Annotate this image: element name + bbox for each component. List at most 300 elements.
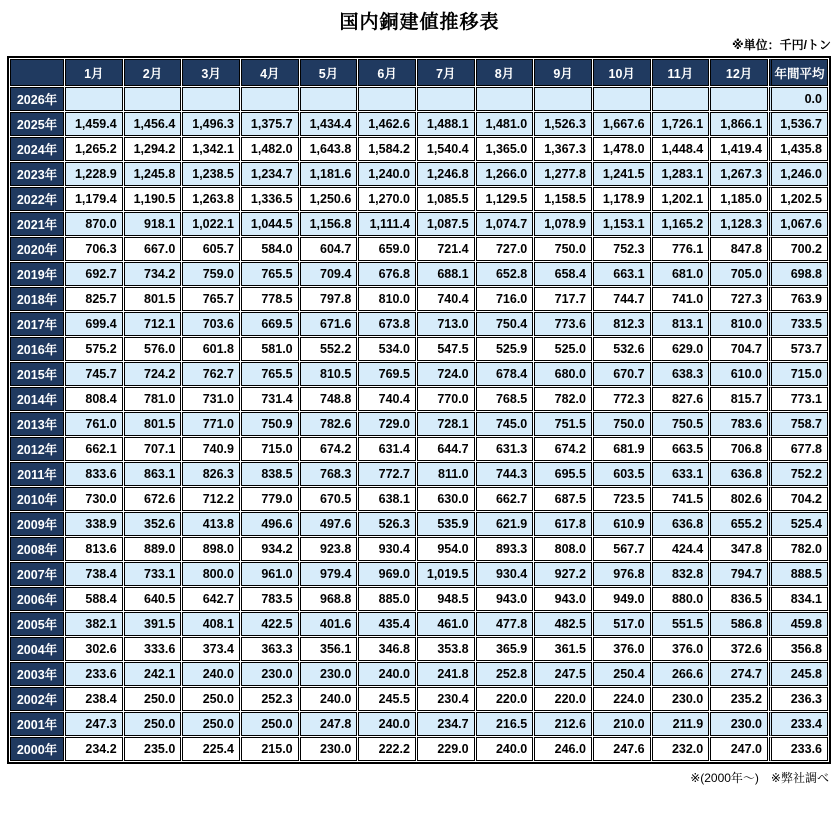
table-row — [10, 387, 828, 411]
year-label: 2016年 — [10, 337, 64, 361]
table-row — [10, 537, 828, 561]
price-cell: 744.7 — [593, 287, 651, 311]
price-cell: 979.4 — [300, 562, 358, 586]
price-cell: 1,540.4 — [417, 137, 475, 161]
price-cell: 740.4 — [417, 287, 475, 311]
year-label: 2024年 — [10, 137, 64, 161]
price-cell: 1,342.1 — [182, 137, 240, 161]
price-cell: 534.0 — [358, 337, 416, 361]
price-cell: 658.4 — [534, 262, 592, 286]
price-cell — [593, 87, 651, 111]
price-cell: 496.6 — [241, 512, 299, 536]
year-label: 2020年 — [10, 237, 64, 261]
annual-average-cell: 245.8 — [769, 662, 828, 686]
price-cell: 617.8 — [534, 512, 592, 536]
price-cell: 1,481.0 — [476, 112, 534, 136]
price-cell: 234.2 — [65, 737, 123, 761]
price-cell: 670.7 — [593, 362, 651, 386]
price-cell: 1,179.4 — [65, 187, 123, 211]
price-cell: 765.5 — [241, 262, 299, 286]
year-label: 2003年 — [10, 662, 64, 686]
year-label: 2007年 — [10, 562, 64, 586]
table-row — [10, 312, 828, 336]
price-cell — [300, 87, 358, 111]
table-row — [10, 662, 828, 686]
price-cell: 703.6 — [182, 312, 240, 336]
price-cell: 216.5 — [476, 712, 534, 736]
price-cell: 652.8 — [476, 262, 534, 286]
price-cell: 638.3 — [652, 362, 710, 386]
price-cell: 1,022.1 — [182, 212, 240, 236]
price-cell: 372.6 — [710, 637, 768, 661]
table-row — [10, 412, 828, 436]
price-cell: 638.1 — [358, 487, 416, 511]
price-cell: 1,478.0 — [593, 137, 651, 161]
price-cell: 1,165.2 — [652, 212, 710, 236]
price-cell — [417, 87, 475, 111]
price-cell — [652, 87, 710, 111]
column-header-month: 9月 — [534, 59, 592, 86]
price-cell: 225.4 — [182, 737, 240, 761]
price-cell: 662.7 — [476, 487, 534, 511]
price-cell: 707.1 — [124, 437, 182, 461]
price-cell: 667.0 — [124, 237, 182, 261]
price-cell: 477.8 — [476, 612, 534, 636]
price-cell: 776.1 — [652, 237, 710, 261]
price-cell: 373.4 — [182, 637, 240, 661]
year-label: 2025年 — [10, 112, 64, 136]
price-cell: 961.0 — [241, 562, 299, 586]
price-cell: 836.5 — [710, 587, 768, 611]
price-cell: 1,234.7 — [241, 162, 299, 186]
column-header-month: 2月 — [124, 59, 182, 86]
price-cell: 229.0 — [417, 737, 475, 761]
price-cell: 927.2 — [534, 562, 592, 586]
price-cell: 1,336.5 — [241, 187, 299, 211]
price-cell — [241, 87, 299, 111]
price-cell: 640.5 — [124, 587, 182, 611]
price-cell: 1,190.5 — [124, 187, 182, 211]
price-cell: 604.7 — [300, 237, 358, 261]
annual-average-cell: 1,246.0 — [769, 162, 828, 186]
price-cell — [358, 87, 416, 111]
price-cell: 401.6 — [300, 612, 358, 636]
price-cell: 695.5 — [534, 462, 592, 486]
price-cell: 779.0 — [241, 487, 299, 511]
column-header-month: 5月 — [300, 59, 358, 86]
year-label: 2012年 — [10, 437, 64, 461]
annual-average-cell: 236.3 — [769, 687, 828, 711]
annual-average-cell: 459.8 — [769, 612, 828, 636]
price-cell: 768.5 — [476, 387, 534, 411]
price-cell: 687.5 — [534, 487, 592, 511]
price-cell: 252.3 — [241, 687, 299, 711]
annual-average-cell: 233.4 — [769, 712, 828, 736]
price-cell: 662.1 — [65, 437, 123, 461]
price-cell: 247.5 — [534, 662, 592, 686]
price-cell: 1,263.8 — [182, 187, 240, 211]
year-label: 2022年 — [10, 187, 64, 211]
price-cell: 1,240.0 — [358, 162, 416, 186]
price-cell: 674.2 — [300, 437, 358, 461]
price-cell: 670.5 — [300, 487, 358, 511]
price-cell: 241.8 — [417, 662, 475, 686]
price-cell: 274.7 — [710, 662, 768, 686]
price-cell: 222.2 — [358, 737, 416, 761]
price-cell: 870.0 — [65, 212, 123, 236]
price-cell: 610.0 — [710, 362, 768, 386]
price-cell: 838.5 — [241, 462, 299, 486]
annual-average-cell: 233.6 — [769, 737, 828, 761]
price-cell: 382.1 — [65, 612, 123, 636]
price-cell: 752.3 — [593, 237, 651, 261]
price-cell: 422.5 — [241, 612, 299, 636]
column-header-month: 12月 — [710, 59, 768, 86]
price-cell: 376.0 — [593, 637, 651, 661]
price-cell: 680.0 — [534, 362, 592, 386]
price-cell: 224.0 — [593, 687, 651, 711]
price-cell: 808.4 — [65, 387, 123, 411]
price-cell: 610.9 — [593, 512, 651, 536]
column-header-month: 6月 — [358, 59, 416, 86]
price-cell: 1,526.3 — [534, 112, 592, 136]
price-cell: 636.8 — [652, 512, 710, 536]
annual-average-cell: 773.1 — [769, 387, 828, 411]
price-cell: 621.9 — [476, 512, 534, 536]
price-cell: 246.0 — [534, 737, 592, 761]
price-cell: 815.7 — [710, 387, 768, 411]
price-cell: 232.0 — [652, 737, 710, 761]
price-cell: 552.2 — [300, 337, 358, 361]
price-cell: 772.7 — [358, 462, 416, 486]
copper-price-table — [7, 56, 831, 764]
annual-average-cell: 704.2 — [769, 487, 828, 511]
price-cell: 547.5 — [417, 337, 475, 361]
price-cell: 778.5 — [241, 287, 299, 311]
price-cell: 605.7 — [182, 237, 240, 261]
price-cell: 408.1 — [182, 612, 240, 636]
price-cell: 230.4 — [417, 687, 475, 711]
table-row — [10, 162, 828, 186]
price-cell: 1,129.5 — [476, 187, 534, 211]
price-cell: 1,044.5 — [241, 212, 299, 236]
price-cell: 1,365.0 — [476, 137, 534, 161]
price-cell: 240.0 — [476, 737, 534, 761]
price-cell: 1,246.8 — [417, 162, 475, 186]
price-cell: 930.4 — [358, 537, 416, 561]
annual-average-cell: 356.8 — [769, 637, 828, 661]
price-cell: 250.0 — [124, 687, 182, 711]
price-cell: 352.6 — [124, 512, 182, 536]
price-cell: 636.8 — [710, 462, 768, 486]
price-cell: 734.2 — [124, 262, 182, 286]
table-row — [10, 562, 828, 586]
price-cell: 1,241.5 — [593, 162, 651, 186]
price-cell: 731.0 — [182, 387, 240, 411]
year-label: 2013年 — [10, 412, 64, 436]
price-cell: 525.0 — [534, 337, 592, 361]
price-cell: 1,245.8 — [124, 162, 182, 186]
price-cell: 750.0 — [534, 237, 592, 261]
price-cell: 211.9 — [652, 712, 710, 736]
year-label: 2017年 — [10, 312, 64, 336]
price-cell: 1,667.6 — [593, 112, 651, 136]
table-row — [10, 487, 828, 511]
price-cell: 435.4 — [358, 612, 416, 636]
price-cell: 250.0 — [182, 712, 240, 736]
price-cell: 1,238.5 — [182, 162, 240, 186]
price-cell: 391.5 — [124, 612, 182, 636]
price-cell: 245.5 — [358, 687, 416, 711]
price-cell: 551.5 — [652, 612, 710, 636]
price-cell: 1,266.0 — [476, 162, 534, 186]
table-body — [10, 87, 828, 761]
price-cell: 365.9 — [476, 637, 534, 661]
price-cell: 1,726.1 — [652, 112, 710, 136]
table-row — [10, 187, 828, 211]
price-cell: 948.5 — [417, 587, 475, 611]
price-cell: 1,496.3 — [182, 112, 240, 136]
price-cell: 802.6 — [710, 487, 768, 511]
year-label: 2009年 — [10, 512, 64, 536]
price-cell: 741.5 — [652, 487, 710, 511]
price-cell: 1,178.9 — [593, 187, 651, 211]
price-cell: 266.6 — [652, 662, 710, 686]
price-cell: 954.0 — [417, 537, 475, 561]
table-row — [10, 287, 828, 311]
price-cell: 1,156.8 — [300, 212, 358, 236]
price-cell: 934.2 — [241, 537, 299, 561]
price-cell: 783.5 — [241, 587, 299, 611]
price-cell: 943.0 — [534, 587, 592, 611]
price-cell: 893.3 — [476, 537, 534, 561]
annual-average-cell: 573.7 — [769, 337, 828, 361]
price-cell: 1,375.7 — [241, 112, 299, 136]
price-cell: 353.8 — [417, 637, 475, 661]
price-cell: 930.4 — [476, 562, 534, 586]
price-cell: 1,019.5 — [417, 562, 475, 586]
price-cell: 781.0 — [124, 387, 182, 411]
price-cell: 833.6 — [65, 462, 123, 486]
price-cell: 482.5 — [534, 612, 592, 636]
footer-note: ※(2000年～) ※弊社調べ — [690, 771, 829, 785]
annual-average-cell: 715.0 — [769, 362, 828, 386]
table-row — [10, 462, 828, 486]
price-cell: 731.4 — [241, 387, 299, 411]
price-cell: 765.7 — [182, 287, 240, 311]
price-cell: 526.3 — [358, 512, 416, 536]
price-cell: 240.0 — [182, 662, 240, 686]
price-cell: 826.3 — [182, 462, 240, 486]
price-cell: 1,434.4 — [300, 112, 358, 136]
year-label: 2026年 — [10, 87, 64, 111]
price-cell: 678.4 — [476, 362, 534, 386]
price-cell: 250.0 — [241, 712, 299, 736]
price-cell: 588.4 — [65, 587, 123, 611]
annual-average-cell: 1,067.6 — [769, 212, 828, 236]
price-cell: 461.0 — [417, 612, 475, 636]
price-cell: 741.0 — [652, 287, 710, 311]
price-cell — [182, 87, 240, 111]
price-cell: 240.0 — [300, 687, 358, 711]
table-row — [10, 712, 828, 736]
annual-average-cell: 1,435.8 — [769, 137, 828, 161]
price-cell: 918.1 — [124, 212, 182, 236]
price-cell: 847.8 — [710, 237, 768, 261]
price-cell: 730.0 — [65, 487, 123, 511]
price-cell: 709.4 — [300, 262, 358, 286]
price-cell: 1,202.1 — [652, 187, 710, 211]
price-cell: 801.5 — [124, 287, 182, 311]
price-cell: 1,128.3 — [710, 212, 768, 236]
table-row — [10, 362, 828, 386]
column-header-month: 4月 — [241, 59, 299, 86]
price-cell: 724.2 — [124, 362, 182, 386]
price-cell: 333.6 — [124, 637, 182, 661]
price-cell: 885.0 — [358, 587, 416, 611]
column-header-month: 11月 — [652, 59, 710, 86]
price-cell: 723.5 — [593, 487, 651, 511]
price-cell — [476, 87, 534, 111]
price-cell: 1,482.0 — [241, 137, 299, 161]
price-cell: 346.8 — [358, 637, 416, 661]
price-cell: 233.6 — [65, 662, 123, 686]
price-cell: 810.5 — [300, 362, 358, 386]
price-cell: 681.9 — [593, 437, 651, 461]
price-cell: 1,270.0 — [358, 187, 416, 211]
annual-average-cell: 1,202.5 — [769, 187, 828, 211]
price-cell: 733.1 — [124, 562, 182, 586]
price-cell: 880.0 — [652, 587, 710, 611]
price-cell: 825.7 — [65, 287, 123, 311]
unit-note: ※単位：千円/トン — [731, 38, 831, 52]
price-cell: 1,277.8 — [534, 162, 592, 186]
price-cell: 642.7 — [182, 587, 240, 611]
price-cell: 250.0 — [124, 712, 182, 736]
price-cell: 797.8 — [300, 287, 358, 311]
price-cell: 676.8 — [358, 262, 416, 286]
price-cell: 230.0 — [241, 662, 299, 686]
price-cell: 813.6 — [65, 537, 123, 561]
price-cell: 655.2 — [710, 512, 768, 536]
price-cell: 889.0 — [124, 537, 182, 561]
price-cell: 220.0 — [476, 687, 534, 711]
price-cell: 234.7 — [417, 712, 475, 736]
price-cell: 716.0 — [476, 287, 534, 311]
price-cell: 584.0 — [241, 237, 299, 261]
year-label: 2019年 — [10, 262, 64, 286]
annual-average-cell: 752.2 — [769, 462, 828, 486]
price-cell: 808.0 — [534, 537, 592, 561]
price-cell: 783.6 — [710, 412, 768, 436]
price-cell: 772.3 — [593, 387, 651, 411]
price-cell: 1,267.3 — [710, 162, 768, 186]
year-label: 2006年 — [10, 587, 64, 611]
price-cell: 713.0 — [417, 312, 475, 336]
annual-average-cell: 698.8 — [769, 262, 828, 286]
price-cell: 740.9 — [182, 437, 240, 461]
corner-cell — [10, 59, 64, 86]
price-cell: 1,085.5 — [417, 187, 475, 211]
page-title: 国内銅建値推移表 — [339, 12, 500, 33]
annual-average-cell: 733.5 — [769, 312, 828, 336]
price-cell: 800.0 — [182, 562, 240, 586]
year-label: 2014年 — [10, 387, 64, 411]
price-cell: 302.6 — [65, 637, 123, 661]
price-cell: 247.0 — [710, 737, 768, 761]
year-label: 2023年 — [10, 162, 64, 186]
price-cell: 220.0 — [534, 687, 592, 711]
table-row — [10, 337, 828, 361]
annual-average-cell: 888.5 — [769, 562, 828, 586]
price-cell: 727.0 — [476, 237, 534, 261]
price-cell — [124, 87, 182, 111]
table-row — [10, 637, 828, 661]
price-cell: 1,459.4 — [65, 112, 123, 136]
price-cell: 1,419.4 — [710, 137, 768, 161]
price-cell: 361.5 — [534, 637, 592, 661]
annual-average-cell: 758.7 — [769, 412, 828, 436]
price-cell: 1,448.4 — [652, 137, 710, 161]
price-cell: 250.4 — [593, 662, 651, 686]
price-cell: 1,228.9 — [65, 162, 123, 186]
table-row — [10, 212, 828, 236]
price-cell: 771.0 — [182, 412, 240, 436]
price-cell: 517.0 — [593, 612, 651, 636]
price-cell: 923.8 — [300, 537, 358, 561]
table-row — [10, 612, 828, 636]
year-label: 2002年 — [10, 687, 64, 711]
price-cell: 669.5 — [241, 312, 299, 336]
table-row — [10, 87, 828, 111]
table-row — [10, 587, 828, 611]
price-cell: 769.5 — [358, 362, 416, 386]
price-cell: 751.5 — [534, 412, 592, 436]
table-row — [10, 137, 828, 161]
price-cell: 238.4 — [65, 687, 123, 711]
price-cell: 762.7 — [182, 362, 240, 386]
price-cell: 863.1 — [124, 462, 182, 486]
column-header-month: 8月 — [476, 59, 534, 86]
price-cell: 794.7 — [710, 562, 768, 586]
price-cell: 242.1 — [124, 662, 182, 686]
price-cell: 581.0 — [241, 337, 299, 361]
price-cell: 633.1 — [652, 462, 710, 486]
price-cell: 1,488.1 — [417, 112, 475, 136]
price-cell: 1,462.6 — [358, 112, 416, 136]
price-cell: 706.3 — [65, 237, 123, 261]
price-cell: 943.0 — [476, 587, 534, 611]
price-cell: 738.4 — [65, 562, 123, 586]
price-cell: 1,584.2 — [358, 137, 416, 161]
price-cell: 631.4 — [358, 437, 416, 461]
annual-average-cell: 0.0 — [769, 87, 828, 111]
price-cell: 750.9 — [241, 412, 299, 436]
price-cell: 699.4 — [65, 312, 123, 336]
price-cell: 575.2 — [65, 337, 123, 361]
price-cell: 671.6 — [300, 312, 358, 336]
price-cell: 672.6 — [124, 487, 182, 511]
price-cell: 497.6 — [300, 512, 358, 536]
year-label: 2010年 — [10, 487, 64, 511]
table-row — [10, 112, 828, 136]
price-cell: 765.5 — [241, 362, 299, 386]
price-cell: 761.0 — [65, 412, 123, 436]
price-cell: 247.6 — [593, 737, 651, 761]
price-cell: 240.0 — [358, 662, 416, 686]
price-cell: 1,283.1 — [652, 162, 710, 186]
price-cell: 663.5 — [652, 437, 710, 461]
